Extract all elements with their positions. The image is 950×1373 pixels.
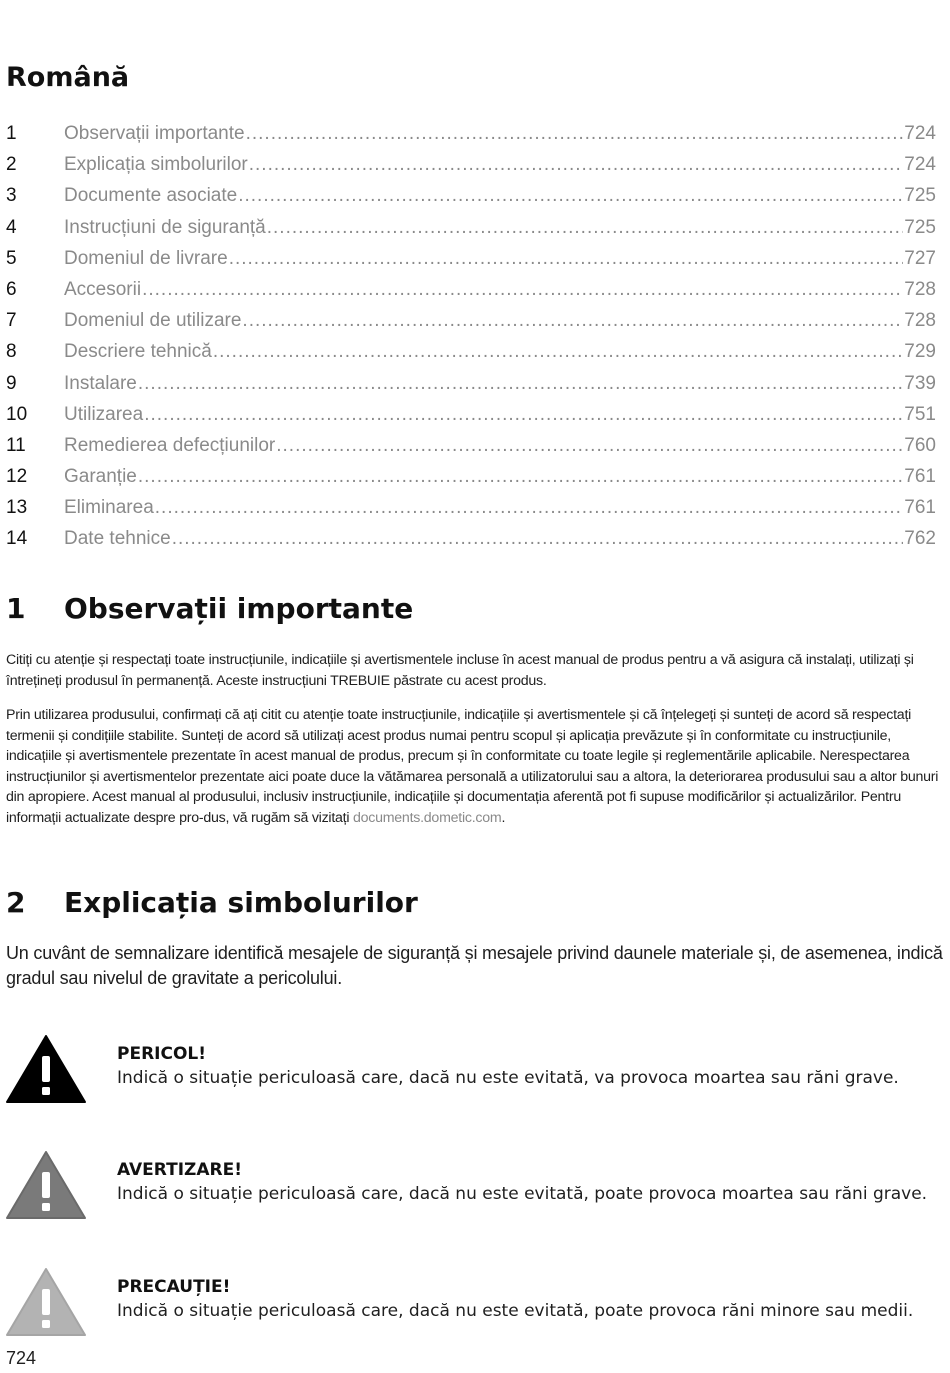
toc-page: 728 xyxy=(904,278,936,300)
toc-leader xyxy=(138,368,903,399)
section-heading xyxy=(6,886,418,919)
toc-title: Date tehnice xyxy=(64,528,171,550)
toc-title: Instalare xyxy=(64,372,137,394)
toc-leader xyxy=(213,336,903,367)
toc-number: 13 xyxy=(6,497,28,519)
documents-link[interactable]: documents.dometic.com xyxy=(352,809,502,826)
toc-page: 760 xyxy=(904,434,936,456)
toc-number: 7 xyxy=(6,310,17,332)
hazard-label: PERICOL! xyxy=(117,1044,207,1064)
toc-number: 5 xyxy=(6,247,17,269)
toc-page: 739 xyxy=(904,372,936,394)
toc-leader xyxy=(172,523,904,554)
warning-triangle-icon xyxy=(5,1034,87,1104)
hazard-text: Indică o situație periculoasă care, dacă nu este evitată, va provoca moartea sau răni grave. xyxy=(117,1068,899,1088)
hazard-label: PRECAUȚIE! xyxy=(117,1277,231,1297)
toc-number: 9 xyxy=(6,372,17,394)
toc-page: 725 xyxy=(904,185,936,207)
hazard-danger xyxy=(5,1034,945,1106)
section-title: Observații importante xyxy=(64,592,414,625)
toc-number: 3 xyxy=(6,185,17,207)
section-number: 1 xyxy=(6,592,26,625)
toc-entry[interactable] xyxy=(6,149,936,180)
toc-leader xyxy=(238,180,903,211)
toc-title: Domeniul de utilizare xyxy=(64,310,242,332)
toc-leader xyxy=(246,118,904,149)
toc-entry[interactable] xyxy=(6,305,936,336)
language-title: Română xyxy=(6,62,130,93)
section-intro: Un cuvânt de semnalizare identifică mesajele de siguranță și mesajele privind daunele materiale și, de asemenea, indică gradul sau nivelul de gravitate a pericolului. xyxy=(6,943,943,988)
paragraph: Citiți cu atenție și respectați toate instrucțiunile, indicațiile și avertismentele incluse în acest manual de produs pentru a vă asigura că instalați, utilizați și întrețineți produsul în permanență. Aceste instrucțiuni TREBUIE păstrate cu acest produs. xyxy=(6,652,914,689)
toc-leader xyxy=(276,430,903,461)
toc-number: 2 xyxy=(6,154,17,176)
toc-number: 8 xyxy=(6,341,17,363)
hazard-text: Indică o situație periculoasă care, dacă nu este evitată, poate provoca moartea sau răni grave. xyxy=(117,1184,928,1204)
toc-entry[interactable] xyxy=(6,461,936,492)
toc-title: Remedierea defecțiunilor xyxy=(64,434,276,456)
toc-number: 10 xyxy=(6,403,28,425)
toc-leader xyxy=(138,461,903,492)
toc-title: Explicația simbolurilor xyxy=(64,154,248,176)
toc-number: 11 xyxy=(6,434,26,456)
toc-number: 14 xyxy=(6,528,28,550)
toc-title: Documente asociate xyxy=(64,185,238,207)
toc-page: 729 xyxy=(904,341,936,363)
toc-page: 724 xyxy=(904,154,936,176)
toc-page: 762 xyxy=(904,528,936,550)
warning-triangle-icon xyxy=(5,1150,87,1220)
toc-entry[interactable] xyxy=(6,336,936,367)
warning-triangle-icon xyxy=(5,1267,87,1337)
toc-leader xyxy=(267,212,904,243)
toc-title: Instrucțiuni de siguranță xyxy=(64,216,266,238)
paragraph-end: . xyxy=(501,809,506,826)
toc-title: Accesorii xyxy=(64,278,142,300)
toc-entry[interactable] xyxy=(6,523,936,554)
toc-entry[interactable] xyxy=(6,118,936,149)
toc-leader xyxy=(242,305,903,336)
toc-entry[interactable] xyxy=(6,368,936,399)
paragraph xyxy=(6,705,946,828)
toc-page: 724 xyxy=(904,123,936,144)
section-number: 2 xyxy=(6,886,26,919)
toc-title: Observații importante xyxy=(64,123,245,144)
toc-page: 725 xyxy=(904,216,936,238)
toc-leader xyxy=(155,492,904,523)
toc-number: 4 xyxy=(6,216,17,238)
toc-entry[interactable] xyxy=(6,399,936,430)
hazard-caution xyxy=(5,1267,945,1339)
toc-number: 6 xyxy=(6,278,17,300)
page-number: 724 xyxy=(6,1348,37,1368)
hazard-warning xyxy=(5,1150,945,1222)
hazard-label: AVERTIZARE! xyxy=(117,1160,242,1180)
toc-title: Garanție xyxy=(64,466,137,488)
toc-title: Eliminarea xyxy=(64,497,154,519)
toc-entry[interactable] xyxy=(6,212,936,243)
table-of-contents xyxy=(6,118,936,555)
toc-page: 728 xyxy=(904,310,936,332)
toc-leader xyxy=(144,399,903,430)
paragraph-text: Prin utilizarea produsului, confirmați că ați citit cu atenție toate instrucțiunile, indicațiile și avertismentele și că înțelegeți și sunteți de acord să respectați termenii și condițiile stabilite. Sunteți de acord să utilizați acest produs numai pentru scopul și aplicația prevăzute și în conformitate cu instrucțiunile, indicațiile și avertismentele prezentate în acest manual de produs, precum și în conformitate cu toate legile și reglementările aplicabile. Nerespectarea instrucțiunilor și avertismentelor prezentate aici poate duce la vătămarea personală a utilizatorului sau a altora, la deteriorarea produsului sau a altor bunuri din apropiere. Acest manual al produsului, inclusiv instrucțiunile, indicațiile și documentația aferentă pot fi supuse modificărilor și actualizărilor. Pentru informații actualizate despre pro-dus, vă rugăm să vizitați xyxy=(6,707,939,826)
toc-leader xyxy=(249,149,904,180)
toc-leader xyxy=(229,243,904,274)
toc-title: Utilizarea xyxy=(64,403,144,425)
toc-page: 761 xyxy=(904,497,936,519)
section-heading xyxy=(6,592,413,625)
toc-leader xyxy=(142,274,903,305)
toc-entry[interactable] xyxy=(6,243,936,274)
hazard-text: Indică o situație periculoasă care, dacă nu este evitată, poate provoca răni minore sau medii. xyxy=(117,1301,914,1321)
toc-number: 1 xyxy=(6,123,17,144)
toc-title: Domeniul de livrare xyxy=(64,247,228,269)
toc-page: 761 xyxy=(904,466,936,488)
section-title: Explicația simbolurilor xyxy=(64,886,418,919)
toc-entry[interactable] xyxy=(6,180,936,211)
toc-entry[interactable] xyxy=(6,274,936,305)
toc-page: 751 xyxy=(904,403,936,425)
toc-title: Descriere tehnică xyxy=(64,341,212,363)
toc-entry[interactable] xyxy=(6,430,936,461)
toc-number: 12 xyxy=(6,466,28,488)
toc-page: 727 xyxy=(904,247,936,269)
toc-entry[interactable] xyxy=(6,492,936,523)
